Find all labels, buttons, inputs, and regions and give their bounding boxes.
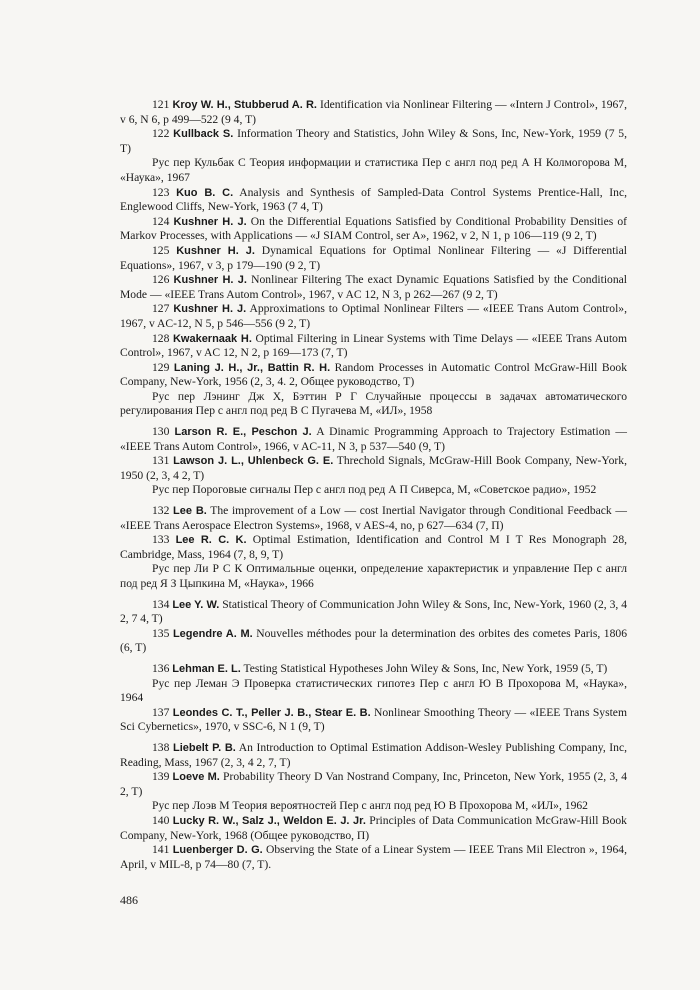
entry-title-text: Testing Statistical Hypotheses John Wiley & Sons, Inc, New York, 1959 (5, T) (243, 661, 608, 675)
entry-authors: Lawson J. L., Uhlenbeck G. E. (173, 455, 334, 468)
entry-citation (120, 454, 627, 483)
entry-citation (120, 627, 627, 656)
page-number: 486 (120, 893, 138, 907)
entry-number: 132 (152, 504, 170, 518)
entry-title-text: Nonlinear Smoothing Theory — «IEEE Trans System Sci Cybernetics», 1970, v SSC-6, N 1 (9, T) (120, 705, 627, 734)
entry-title-text: Nonlinear Filtering The exact Dynamic Equations Satisfied by the Conditional Mode — «IEEE Trans Autom Control», 1967, v AC 12, N 3, p 262—267 (9 2, T) (120, 273, 627, 301)
entry-citation (120, 98, 627, 127)
entry-number: 129 (152, 360, 170, 374)
entry-authors: Lee R. C. K. (175, 534, 247, 547)
entry-title-text: Threchold Signals, McGraw-Hill Book Company, New-York, 1950 (2, 3, 4 2, T) (120, 454, 627, 482)
bibliography-entry (120, 627, 627, 656)
entry-authors: Kuo B. C. (176, 186, 234, 199)
entry-translation: Рус пер Лэнинг Дж Х, Бэттин Р Г Случайные процессы в задачах автоматического регулирования Пер с англ под ред В С Пугачева М, «ИЛ», 1958 (120, 389, 627, 418)
entry-number: 128 (152, 331, 170, 345)
entry-translation: Рус пер Кульбак С Теория информации и статистика Пер с англ под ред А Н Колмогорова М, «Наука», 1967 (120, 156, 627, 184)
entry-authors: Lee Y. W. (172, 598, 220, 611)
entry-number: 139 (152, 770, 170, 784)
entry-citation (120, 244, 627, 273)
bibliography-entry (120, 425, 627, 454)
bibliography-entry (120, 504, 627, 533)
entry-title-text: Observing the State of a Linear System — IEEE Trans Mil Electron », 1964, April, v MIL-8, p 74—80 (7, T). (120, 843, 627, 871)
entry-title-text: Probability Theory D Van Nostrand Company, Inc, Princeton, New York, 1955 (2, 3, 4 2, T) (120, 770, 627, 798)
entry-authors: Lehman E. L. (172, 662, 241, 675)
entry-number: 130 (152, 425, 170, 439)
entry-title-text: Nouvelles méthodes pour la determination des orbites des cometes Paris, 1806 (6, T) (120, 626, 627, 655)
entry-number: 138 (152, 740, 170, 754)
entry-number: 133 (152, 533, 170, 547)
entry-citation (120, 186, 627, 215)
entry-citation (120, 215, 627, 244)
entry-authors: Liebelt P. B. (172, 741, 236, 754)
entry-title-text: A Dinamic Programming Approach to Trajectory Estimation — «IEEE Trans Autom Control», 1966, v AC-11, N 3, p 537—540 (9, T) (120, 425, 628, 453)
entry-number: 135 (152, 626, 170, 640)
entry-citation (120, 843, 627, 872)
bibliography-entry (120, 662, 627, 706)
bibliography-entry (120, 741, 627, 770)
entry-authors: Lucky R. W., Salz J., Weldon E. J. Jr. (172, 814, 366, 827)
entry-number: 136 (152, 661, 170, 675)
entry-title-text: Optimal Filtering in Linear Systems with Time Delays — «IEEE Trans Autom Control», 1967, v AC 12, N 2, p 169—173 (7, T) (120, 331, 627, 360)
entry-number: 121 (152, 98, 170, 111)
entry-authors: Lee B. (173, 505, 207, 518)
entry-number: 131 (152, 454, 170, 468)
entry-title-text: Statistical Theory of Communication John Wiley & Sons, Inc, New-York, 1960 (2, 3, 4 2, 7 4, T) (120, 597, 627, 626)
bibliography-entry (120, 706, 627, 735)
entry-title-text: Analysis and Synthesis of Sampled-Data Control Systems Prentice-Hall, Inc, Englewood Cliffs, New-York, 1963 (7 4, T) (120, 185, 628, 214)
entry-title-text: An Introduction to Optimal Estimation Addison-Wesley Publishing Company, Inc, Reading, Mass, 1967 (2, 3, 4 2, 7, T) (120, 740, 627, 769)
entry-number: 127 (152, 302, 170, 316)
entry-number: 137 (152, 705, 170, 719)
entry-title-text: On the Differential Equations Satisfied by Conditional Probability Densities of Markov Processes, with Applications — «J SIAM Control, ser A», 1962, v 2, N 1, p 106—119 (9 2, T) (120, 214, 628, 243)
bibliography-entry (120, 454, 627, 498)
entry-title-text: Information Theory and Statistics, John Wiley & Sons, Inc, New-York, 1959 (7 5, T) (120, 127, 627, 155)
bibliography-entry (120, 814, 627, 843)
entry-citation (120, 598, 627, 627)
entry-authors: Loeve M. (172, 771, 220, 784)
bibliography-entry (120, 598, 627, 627)
entry-number: 126 (152, 273, 170, 287)
entry-authors: Luenberger D. G. (172, 844, 263, 857)
bibliography-entry (120, 244, 627, 273)
entry-citation (120, 273, 627, 302)
entry-title-text: Approximations to Optimal Nonlinear Filters — «IEEE Trans Autom Control», 1967, v AC-12, N 5, p 546—556 (9 2, T) (120, 302, 627, 330)
bibliography-entry (120, 302, 627, 331)
entry-citation (120, 706, 627, 735)
entry-citation (120, 361, 627, 390)
entry-authors: Kushner H. J. (173, 215, 247, 228)
entry-authors: Kushner H. J. (173, 274, 247, 287)
entry-title-text: Random Processes in Automatic Control McGraw-Hill Book Company, New-York, 1956 (2, 3, 4. 2, Общее руководство, T) (120, 360, 627, 389)
entry-title-text: Dynamical Equations for Optimal Nonlinear Filtering — «J Differential Equations», 1967, v 3, p 179—190 (9 2, T) (120, 243, 628, 272)
bibliography-entry (120, 332, 627, 361)
entry-citation (120, 770, 627, 799)
entry-title-text: The improvement of a Low — cost Inertial Navigator through Conditional Feedback — «IEEE Trans Aerospace Electron Systems», 1968, v AES-4, no, p 627—634 (7, П) (120, 504, 627, 532)
bibliography-entry (120, 361, 627, 419)
bibliography-entry (120, 843, 627, 872)
entry-number: 140 (152, 813, 170, 827)
entry-authors: Kushner H. J. (176, 244, 255, 257)
entry-citation (120, 533, 627, 562)
entry-title-text: Identification via Nonlinear Filtering — «Intern J Control», 1967, v 6, N 6, p 499—522 (9 4, T) (120, 98, 627, 126)
entry-authors: Kushner H. J. (173, 303, 247, 316)
bibliography-entry (120, 533, 627, 591)
entry-authors: Leondes C. T., Peller J. B., Stear E. B. (172, 706, 371, 719)
entry-number: 141 (152, 843, 170, 857)
entry-translation: Рус пер Ли Р С К Оптимальные оценки, определение характеристик и управление Пер с англ под ред Я З Цыпкина М, «Наука», 1966 (120, 562, 627, 590)
entry-citation (120, 425, 627, 454)
entry-authors: Legendre A. M. (172, 627, 253, 640)
bibliography-entry (120, 215, 627, 244)
bibliography-entry (120, 127, 627, 185)
bibliography-entry (120, 98, 627, 127)
entry-authors: Kullback S. (173, 128, 234, 141)
entry-authors: Kwakernaak H. (172, 332, 252, 345)
entry-number: 134 (152, 597, 170, 611)
bibliography-entry (120, 186, 627, 215)
entry-title-text: Principles of Data Communication McGraw-Hill Book Company, New-York, 1968 (Общее руководство, П) (120, 813, 627, 842)
entry-translation: Рус пер Лоэв М Теория вероятностей Пер с англ под ред Ю В Прохорова М, «ИЛ», 1962 (152, 799, 588, 813)
bibliography-list (120, 98, 627, 872)
entry-authors: Kroy W. H., Stubberud A. R. (172, 99, 317, 111)
entry-citation (120, 127, 627, 156)
entry-translation: Рус пер Пороговые сигналы Пер с англ под ред А П Сиверса, М, «Советское радио», 1952 (152, 483, 597, 497)
entry-number: 123 (152, 185, 170, 199)
bibliography-entry (120, 273, 627, 302)
entry-citation (120, 302, 627, 331)
bibliography-entry (120, 770, 627, 814)
entry-citation (120, 332, 627, 361)
entry-number: 124 (152, 214, 170, 228)
entry-citation (120, 814, 627, 843)
entry-translation: Рус пер Леман Э Проверка статистических гипотез Пер с англ Ю В Прохорова М, «Наука», 1964 (120, 676, 627, 705)
entry-authors: Larson R. E., Peschon J. (174, 426, 312, 439)
entry-number: 122 (152, 127, 170, 141)
entry-number: 125 (152, 243, 170, 257)
entry-citation (120, 662, 627, 677)
entry-title-text: Optimal Estimation, Identification and Control M I T Res Monograph 28, Cambridge, Mass, 1964 (7, 8, 9, T) (120, 533, 628, 561)
entry-citation (120, 504, 627, 533)
entry-citation (120, 741, 627, 770)
entry-authors: Laning J. H., Jr., Battin R. H. (173, 361, 331, 374)
